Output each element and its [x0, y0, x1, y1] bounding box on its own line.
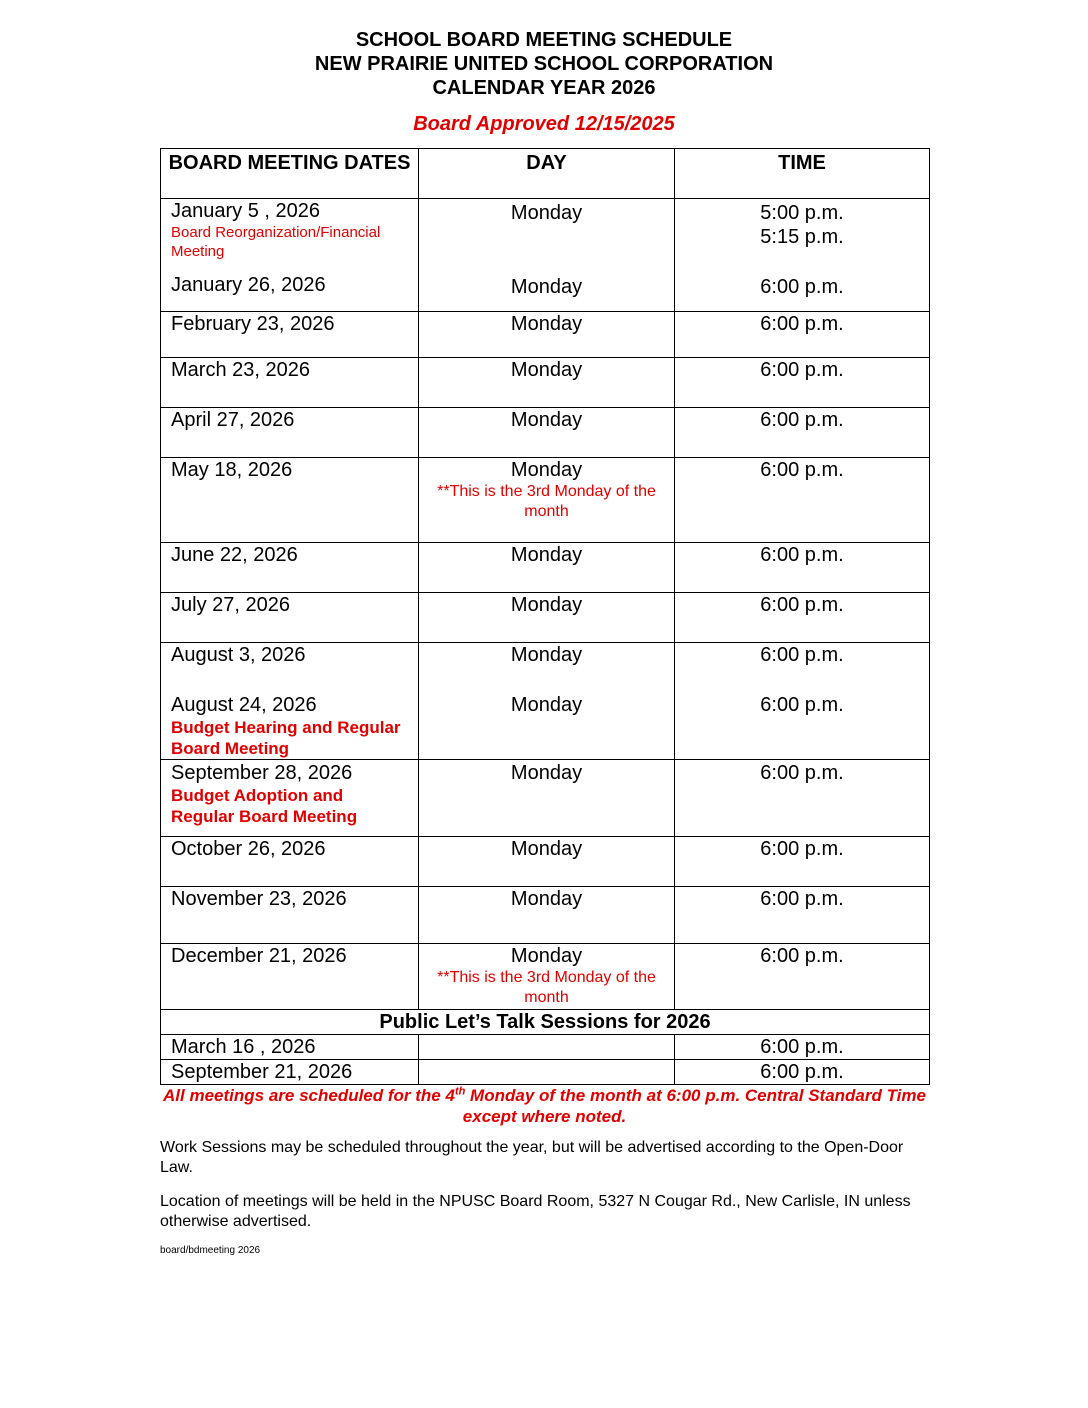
header-day: DAY	[419, 149, 675, 199]
table-row	[161, 1060, 930, 1085]
table-row	[161, 887, 930, 944]
meeting-date: August 3, 2026	[171, 644, 306, 666]
table-row	[161, 1035, 930, 1060]
file-reference: board/bdmeeting 2026	[160, 1245, 261, 1256]
schedule-note-sup: th	[454, 1085, 466, 1098]
table-row	[161, 458, 930, 543]
table-row	[161, 643, 930, 760]
header-dates: BOARD MEETING DATES	[161, 149, 419, 199]
meeting-date: August 24, 2026	[171, 694, 317, 716]
meeting-time: 6:00 p.m.	[675, 543, 930, 593]
time-cell	[675, 199, 930, 312]
meeting-date: May 18, 2026	[161, 458, 419, 543]
meeting-day: Monday	[419, 837, 675, 887]
meeting-date: September 28, 2026	[171, 762, 353, 784]
table-row	[161, 312, 930, 358]
meeting-time: 6:00 p.m.	[675, 593, 930, 643]
meeting-time: 6:00 p.m.	[675, 837, 930, 887]
day-cell	[419, 199, 675, 312]
meeting-date: April 27, 2026	[161, 408, 419, 458]
meeting-time: 5:15 p.m.	[760, 226, 844, 248]
meeting-time: 6:00 p.m.	[675, 358, 930, 408]
meeting-day: Monday	[419, 593, 675, 643]
session-time: 6:00 p.m.	[675, 1035, 930, 1060]
table-row	[161, 408, 930, 458]
session-date: March 16 , 2026	[161, 1035, 419, 1060]
meeting-day: Monday	[419, 358, 675, 408]
meeting-date: January 5 , 2026	[171, 200, 320, 222]
time-cell	[675, 643, 930, 760]
meeting-date: December 21, 2026	[161, 944, 419, 1010]
meeting-date: January 26, 2026	[171, 274, 326, 296]
meeting-time: 6:00 p.m.	[675, 458, 930, 543]
work-sessions-text: Work Sessions may be scheduled throughout the year, but will be advertised according to the Open-Door Law.	[160, 1139, 904, 1176]
meeting-time: 6:00 p.m.	[675, 312, 930, 358]
lets-talk-title-row	[161, 1010, 930, 1035]
session-day	[419, 1060, 675, 1085]
meeting-day: Monday	[510, 459, 583, 481]
meeting-date: July 27, 2026	[161, 593, 419, 643]
meeting-time: 6:00 p.m.	[675, 944, 930, 1010]
meeting-time: 6:00 p.m.	[760, 694, 844, 716]
table-row	[161, 760, 930, 837]
meeting-note: Board Reorganization/Financial Meeting	[171, 224, 381, 260]
day-cell	[419, 643, 675, 760]
title-line-2: NEW PRAIRIE UNITED SCHOOL CORPORATION	[314, 53, 774, 75]
schedule-note-part1: All meetings are scheduled for the 4	[163, 1086, 455, 1105]
meeting-note: Budget Hearing and Regular Board Meeting	[171, 718, 401, 758]
meeting-time: 6:00 p.m.	[760, 644, 844, 666]
session-date: September 21, 2026	[161, 1060, 419, 1085]
location-text: Location of meetings will be held in the NPUSC Board Room, 5327 N Cougar Rd., New Carlisle, IN unless otherwise advertised.	[160, 1193, 911, 1230]
table-row	[161, 593, 930, 643]
header-time: TIME	[675, 149, 930, 199]
session-day	[419, 1035, 675, 1060]
meeting-day: Monday	[419, 760, 675, 837]
title-line-3: CALENDAR YEAR 2026	[432, 77, 656, 99]
meeting-day: Monday	[419, 312, 675, 358]
day-cell	[419, 944, 675, 1010]
meeting-time: 5:00 p.m.	[760, 202, 844, 224]
meeting-date: October 26, 2026	[161, 837, 419, 887]
table-row	[161, 199, 930, 312]
meeting-day: Monday	[510, 644, 583, 666]
session-time: 6:00 p.m.	[675, 1060, 930, 1085]
meeting-day: Monday	[510, 694, 583, 716]
meeting-note: Budget Adoption and Regular Board Meeting	[171, 786, 358, 826]
date-cell	[161, 199, 419, 312]
meeting-date: March 23, 2026	[161, 358, 419, 408]
meeting-time: 6:00 p.m.	[675, 408, 930, 458]
day-cell	[419, 458, 675, 543]
meeting-time: 6:00 p.m.	[675, 887, 930, 944]
meeting-day: Monday	[419, 887, 675, 944]
meeting-date: November 23, 2026	[161, 887, 419, 944]
meeting-time: 6:00 p.m.	[760, 276, 844, 298]
title-line-1: SCHOOL BOARD MEETING SCHEDULE	[355, 29, 733, 51]
day-note: **This is the 3rd Monday of the month	[437, 969, 656, 1006]
table-row	[161, 837, 930, 887]
table-row	[161, 944, 930, 1010]
schedule-note-part2: Monday of the month at 6:00 p.m. Central Standard Time except where noted.	[462, 1086, 926, 1126]
meeting-day: Monday	[419, 543, 675, 593]
meeting-date: February 23, 2026	[161, 312, 419, 358]
meeting-date: June 22, 2026	[161, 543, 419, 593]
table-row	[161, 543, 930, 593]
day-note: **This is the 3rd Monday of the month	[437, 483, 656, 520]
lets-talk-title: Public Let’s Talk Sessions for 2026	[161, 1010, 930, 1035]
meeting-schedule-table	[160, 148, 930, 1085]
date-cell	[161, 643, 419, 760]
schedule-note	[160, 1085, 929, 1127]
table-header-row	[161, 149, 930, 199]
meeting-day: Monday	[510, 202, 583, 224]
meeting-day: Monday	[510, 276, 583, 298]
date-cell	[161, 760, 419, 837]
meeting-day: Monday	[510, 945, 583, 967]
table-row	[161, 358, 930, 408]
meeting-day: Monday	[419, 408, 675, 458]
approval-date: Board Approved 12/15/2025	[413, 113, 675, 135]
meeting-time: 6:00 p.m.	[675, 760, 930, 837]
